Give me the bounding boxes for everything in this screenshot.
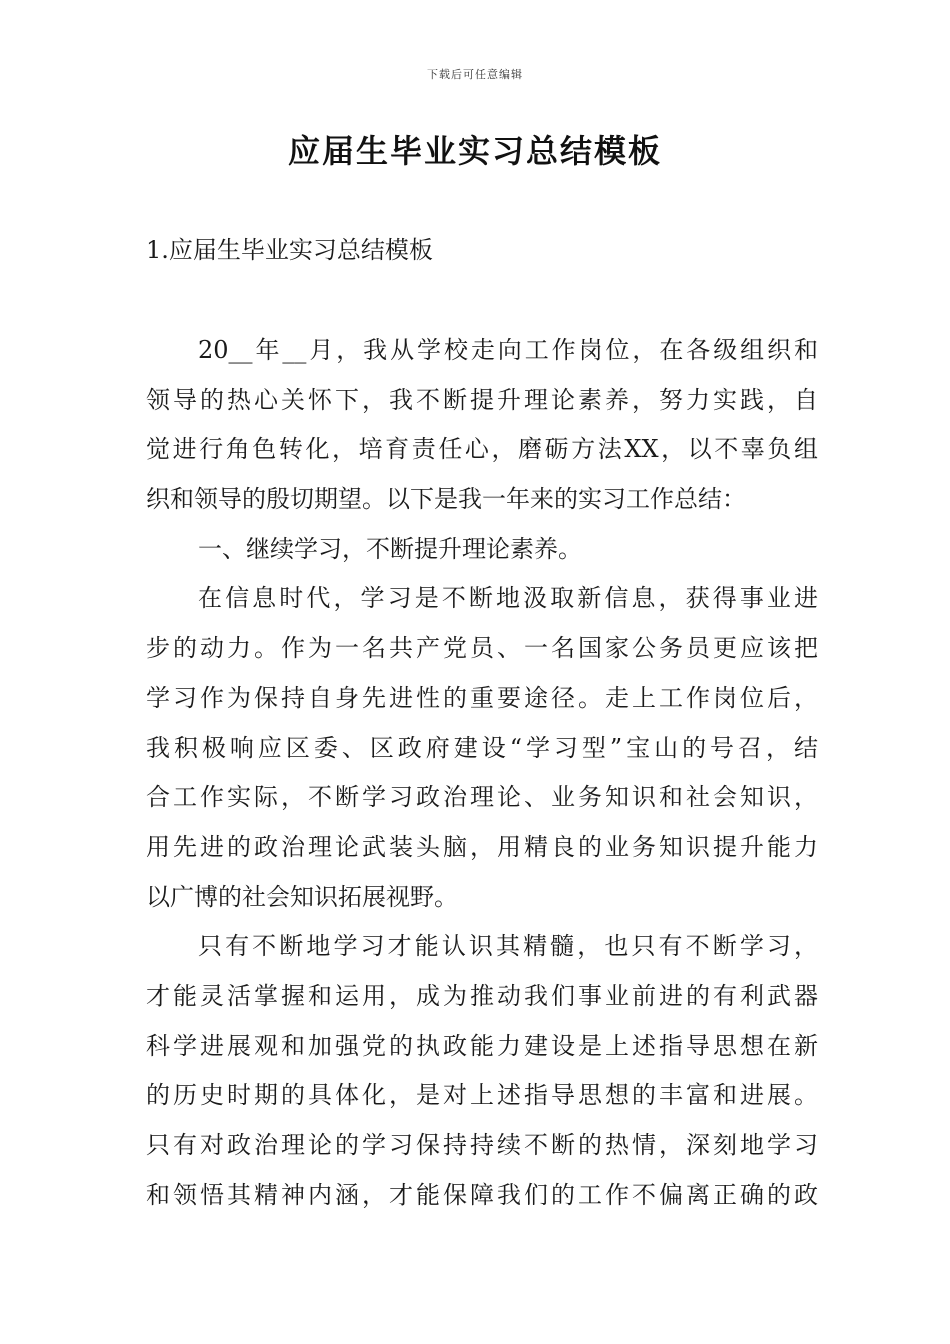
document-title: 应届生毕业实习总结模板 <box>287 132 662 170</box>
body-line: 学习作为保持自身先进性的重要途径。走上工作岗位后， <box>146 683 818 712</box>
body-line: 只有对政治理论的学习保持持续不断的热情，深刻地学习 <box>146 1131 818 1159</box>
body-line: 觉进行角色转化，培育责任心，磨砺方法XX，以不辜负组 <box>146 435 818 464</box>
body-line: 20__年__月，我从学校走向工作岗位，在各级组织和 <box>198 336 818 364</box>
body-line: 一、继续学习，不断提升理论素养。 <box>198 534 582 563</box>
body-line: 才能灵活掌握和运用，成为推动我们事业前进的有利武器 <box>146 981 818 1010</box>
header-note: 下载后可任意编辑 <box>427 68 523 81</box>
body-line: 步的动力。作为一名共产党员、一名国家公务员更应该把 <box>146 634 818 663</box>
body-line: 和领悟其精神内涵，才能保障我们的工作不偏离正确的政 <box>146 1180 818 1209</box>
section-title: 1.应届生毕业实习总结模板 <box>146 236 433 264</box>
body-text <box>146 330 818 1224</box>
body-line: 用先进的政治理论武装头脑，用精良的业务知识提升能力 <box>146 832 818 861</box>
body-line: 领导的热心关怀下，我不断提升理论素养，努力实践，自 <box>146 385 818 414</box>
body-line: 在信息时代，学习是不断地汲取新信息，获得事业进 <box>198 584 818 613</box>
body-line: 的历史时期的具体化，是对上述指导思想的丰富和进展。 <box>146 1081 818 1110</box>
body-line: 以广博的社会知识拓展视野。 <box>146 882 458 911</box>
body-line: 合工作实际，不断学习政治理论、业务知识和社会知识， <box>146 783 818 812</box>
body-line: 我积极响应区委、区政府建设“学习型”宝山的号召，结 <box>146 733 818 762</box>
body-line: 织和领导的殷切期望。以下是我一年来的实习工作总结： <box>146 485 746 514</box>
body-line: 只有不断地学习才能认识其精髓，也只有不断学习， <box>198 932 818 961</box>
body-line: 科学进展观和加强党的执政能力建设是上述指导思想在新 <box>146 1031 818 1060</box>
